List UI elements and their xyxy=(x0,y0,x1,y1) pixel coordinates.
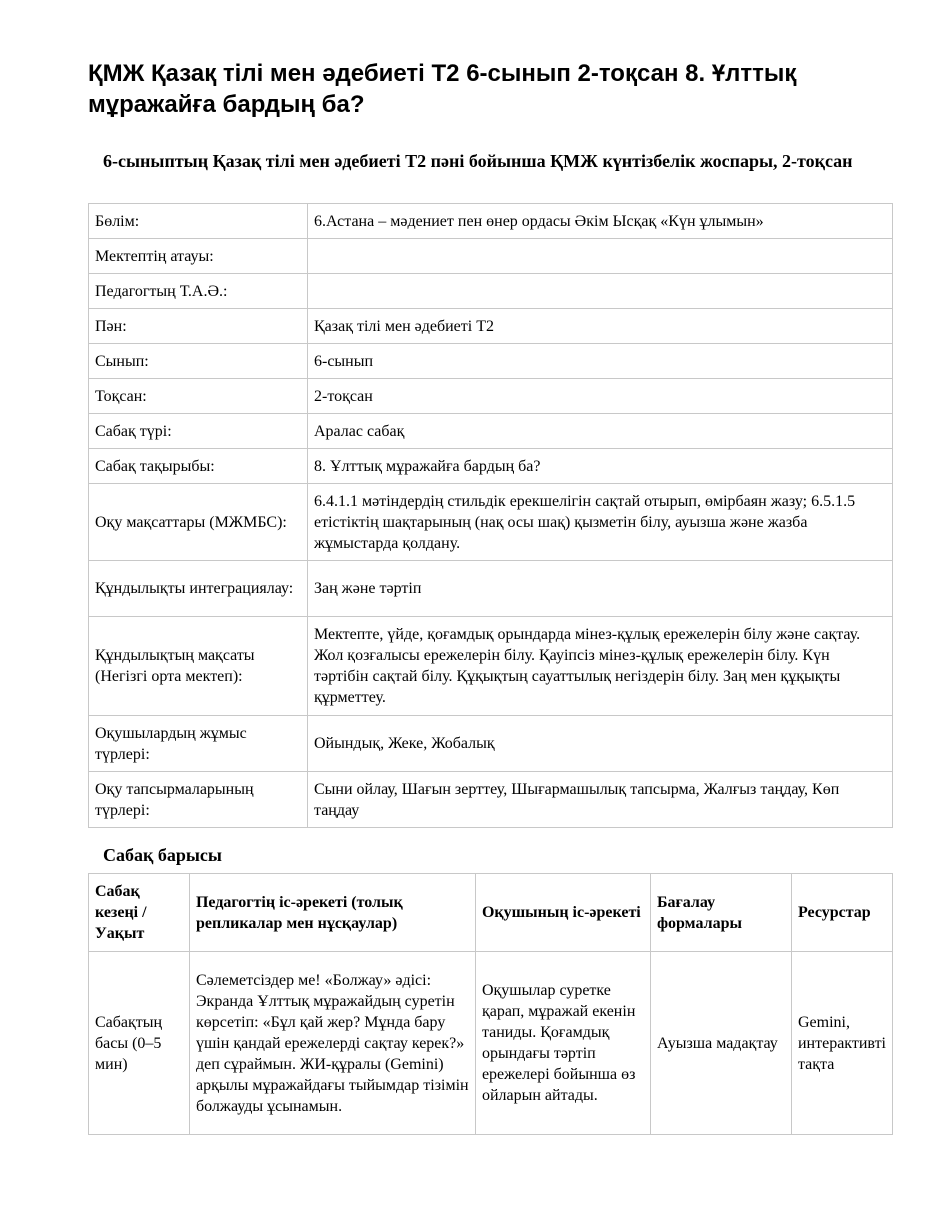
cell-resources: Gemini, интерактивті тақта xyxy=(791,952,892,1135)
row-value: 8. Ұлттық мұражайға бардың ба? xyxy=(308,449,893,484)
row-label: Мектептің атауы: xyxy=(89,239,308,274)
header-resources: Ресурстар xyxy=(791,874,892,952)
row-value xyxy=(308,274,893,309)
row-value: 6.Астана – мәдениет пен өнер ордасы Әкім Ысқақ «Күн ұлымын» xyxy=(308,204,893,239)
table-row xyxy=(89,204,893,239)
header-student-activity: Оқушының іс-әрекеті xyxy=(475,874,650,952)
row-value: Аралас сабақ xyxy=(308,414,893,449)
row-label: Педагогтың Т.А.Ә.: xyxy=(89,274,308,309)
lesson-info-table xyxy=(88,203,893,828)
row-value: Мектепте, үйде, қоғамдық орындарда мінез-құлық ережелерін білу және сақтау. Жол қозғалысы ережелерін білу. Қауіпсіз мінез-құлық ережелерін білу. Күн тәртібін сақтай білу. Құқықтың сауаттылық негіздерін білу. Заң мен құқықты құрметтеу. xyxy=(308,617,893,716)
row-label: Оқу тапсырмаларының түрлері: xyxy=(89,772,308,828)
row-label: Сабақ тақырыбы: xyxy=(89,449,308,484)
row-value: Заң және тәртіп xyxy=(308,561,893,617)
cell-student-activity: Оқушылар суретке қарап, мұражай екенін таниды. Қоғамдық орындағы тәртіп ережелері бойынша өз ойларын айтады. xyxy=(475,952,650,1135)
row-value: Ойындық, Жеке, Жобалық xyxy=(308,716,893,772)
row-label: Сынып: xyxy=(89,344,308,379)
table-row xyxy=(89,379,893,414)
row-value: 2-тоқсан xyxy=(308,379,893,414)
header-assessment: Бағалау формалары xyxy=(650,874,791,952)
table-row xyxy=(89,617,893,716)
cell-assessment: Ауызша мадақтау xyxy=(650,952,791,1135)
row-value: Сыни ойлау, Шағын зерттеу, Шығармашылық тапсырма, Жалғыз таңдау, Көп таңдау xyxy=(308,772,893,828)
table-row xyxy=(89,484,893,561)
table-row xyxy=(89,772,893,828)
row-value: 6-сынып xyxy=(308,344,893,379)
table-row xyxy=(89,449,893,484)
row-label: Сабақ түрі: xyxy=(89,414,308,449)
row-label: Бөлім: xyxy=(89,204,308,239)
row-label: Құндылықты интеграциялау: xyxy=(89,561,308,617)
document-title: ҚМЖ Қазақ тілі мен әдебиеті Т2 6-сынып 2-тоқсан 8. Ұлттық мұражайға бардың ба? xyxy=(88,60,797,118)
table-row xyxy=(89,561,893,617)
row-label: Оқу мақсаттары (МЖМБС): xyxy=(89,484,308,561)
header-teacher-activity: Педагогтің іс-әрекеті (толық репликалар мен нұсқаулар) xyxy=(189,874,475,952)
row-label: Оқушылардың жұмыс түрлері: xyxy=(89,716,308,772)
table-row xyxy=(89,309,893,344)
row-value: Қазақ тілі мен әдебиеті Т2 xyxy=(308,309,893,344)
table-row xyxy=(89,716,893,772)
row-label: Құндылықтың мақсаты (Негізгі орта мектеп): xyxy=(89,617,308,716)
header-stage: Сабақ кезеңі / Уақыт xyxy=(89,874,190,952)
table-row xyxy=(89,344,893,379)
table-header-row xyxy=(89,874,893,952)
table-row xyxy=(89,239,893,274)
cell-teacher-activity: Сәлеметсіздер ме! «Болжау» әдісі: Экранда Ұлттық мұражайдың суретін көрсетіп: «Бұл қай жер? Мұнда бару үшін қандай ережелерді сақтау керек?» деп сұраймын. ЖИ-құралы (Gemini) арқылы мұражайдағы тыйымдар тізімін болжауды ұсынамын. xyxy=(189,952,475,1135)
table-row xyxy=(89,952,893,1135)
row-value: 6.4.1.1 мәтіндердің стильдік ерекшелігін сақтай отырып, өмірбаян жазу; 6.5.1.5 етістіктің шақтарының (нақ осы шақ) қызметін білу, ауызша және жазба жұмыстарда қолдану. xyxy=(308,484,893,561)
row-value xyxy=(308,239,893,274)
table-row xyxy=(89,274,893,309)
lesson-progress-table xyxy=(88,873,893,1135)
cell-stage: Сабақтың басы (0–5 мин) xyxy=(89,952,190,1135)
table-row xyxy=(89,414,893,449)
progress-heading: Сабақ барысы xyxy=(103,845,222,865)
row-label: Тоқсан: xyxy=(89,379,308,414)
row-label: Пән: xyxy=(89,309,308,344)
plan-heading: 6-сыныптың Қазақ тілі мен әдебиеті Т2 пәні бойынша ҚМЖ күнтізбелік жоспары, 2-тоқсан xyxy=(103,151,853,171)
